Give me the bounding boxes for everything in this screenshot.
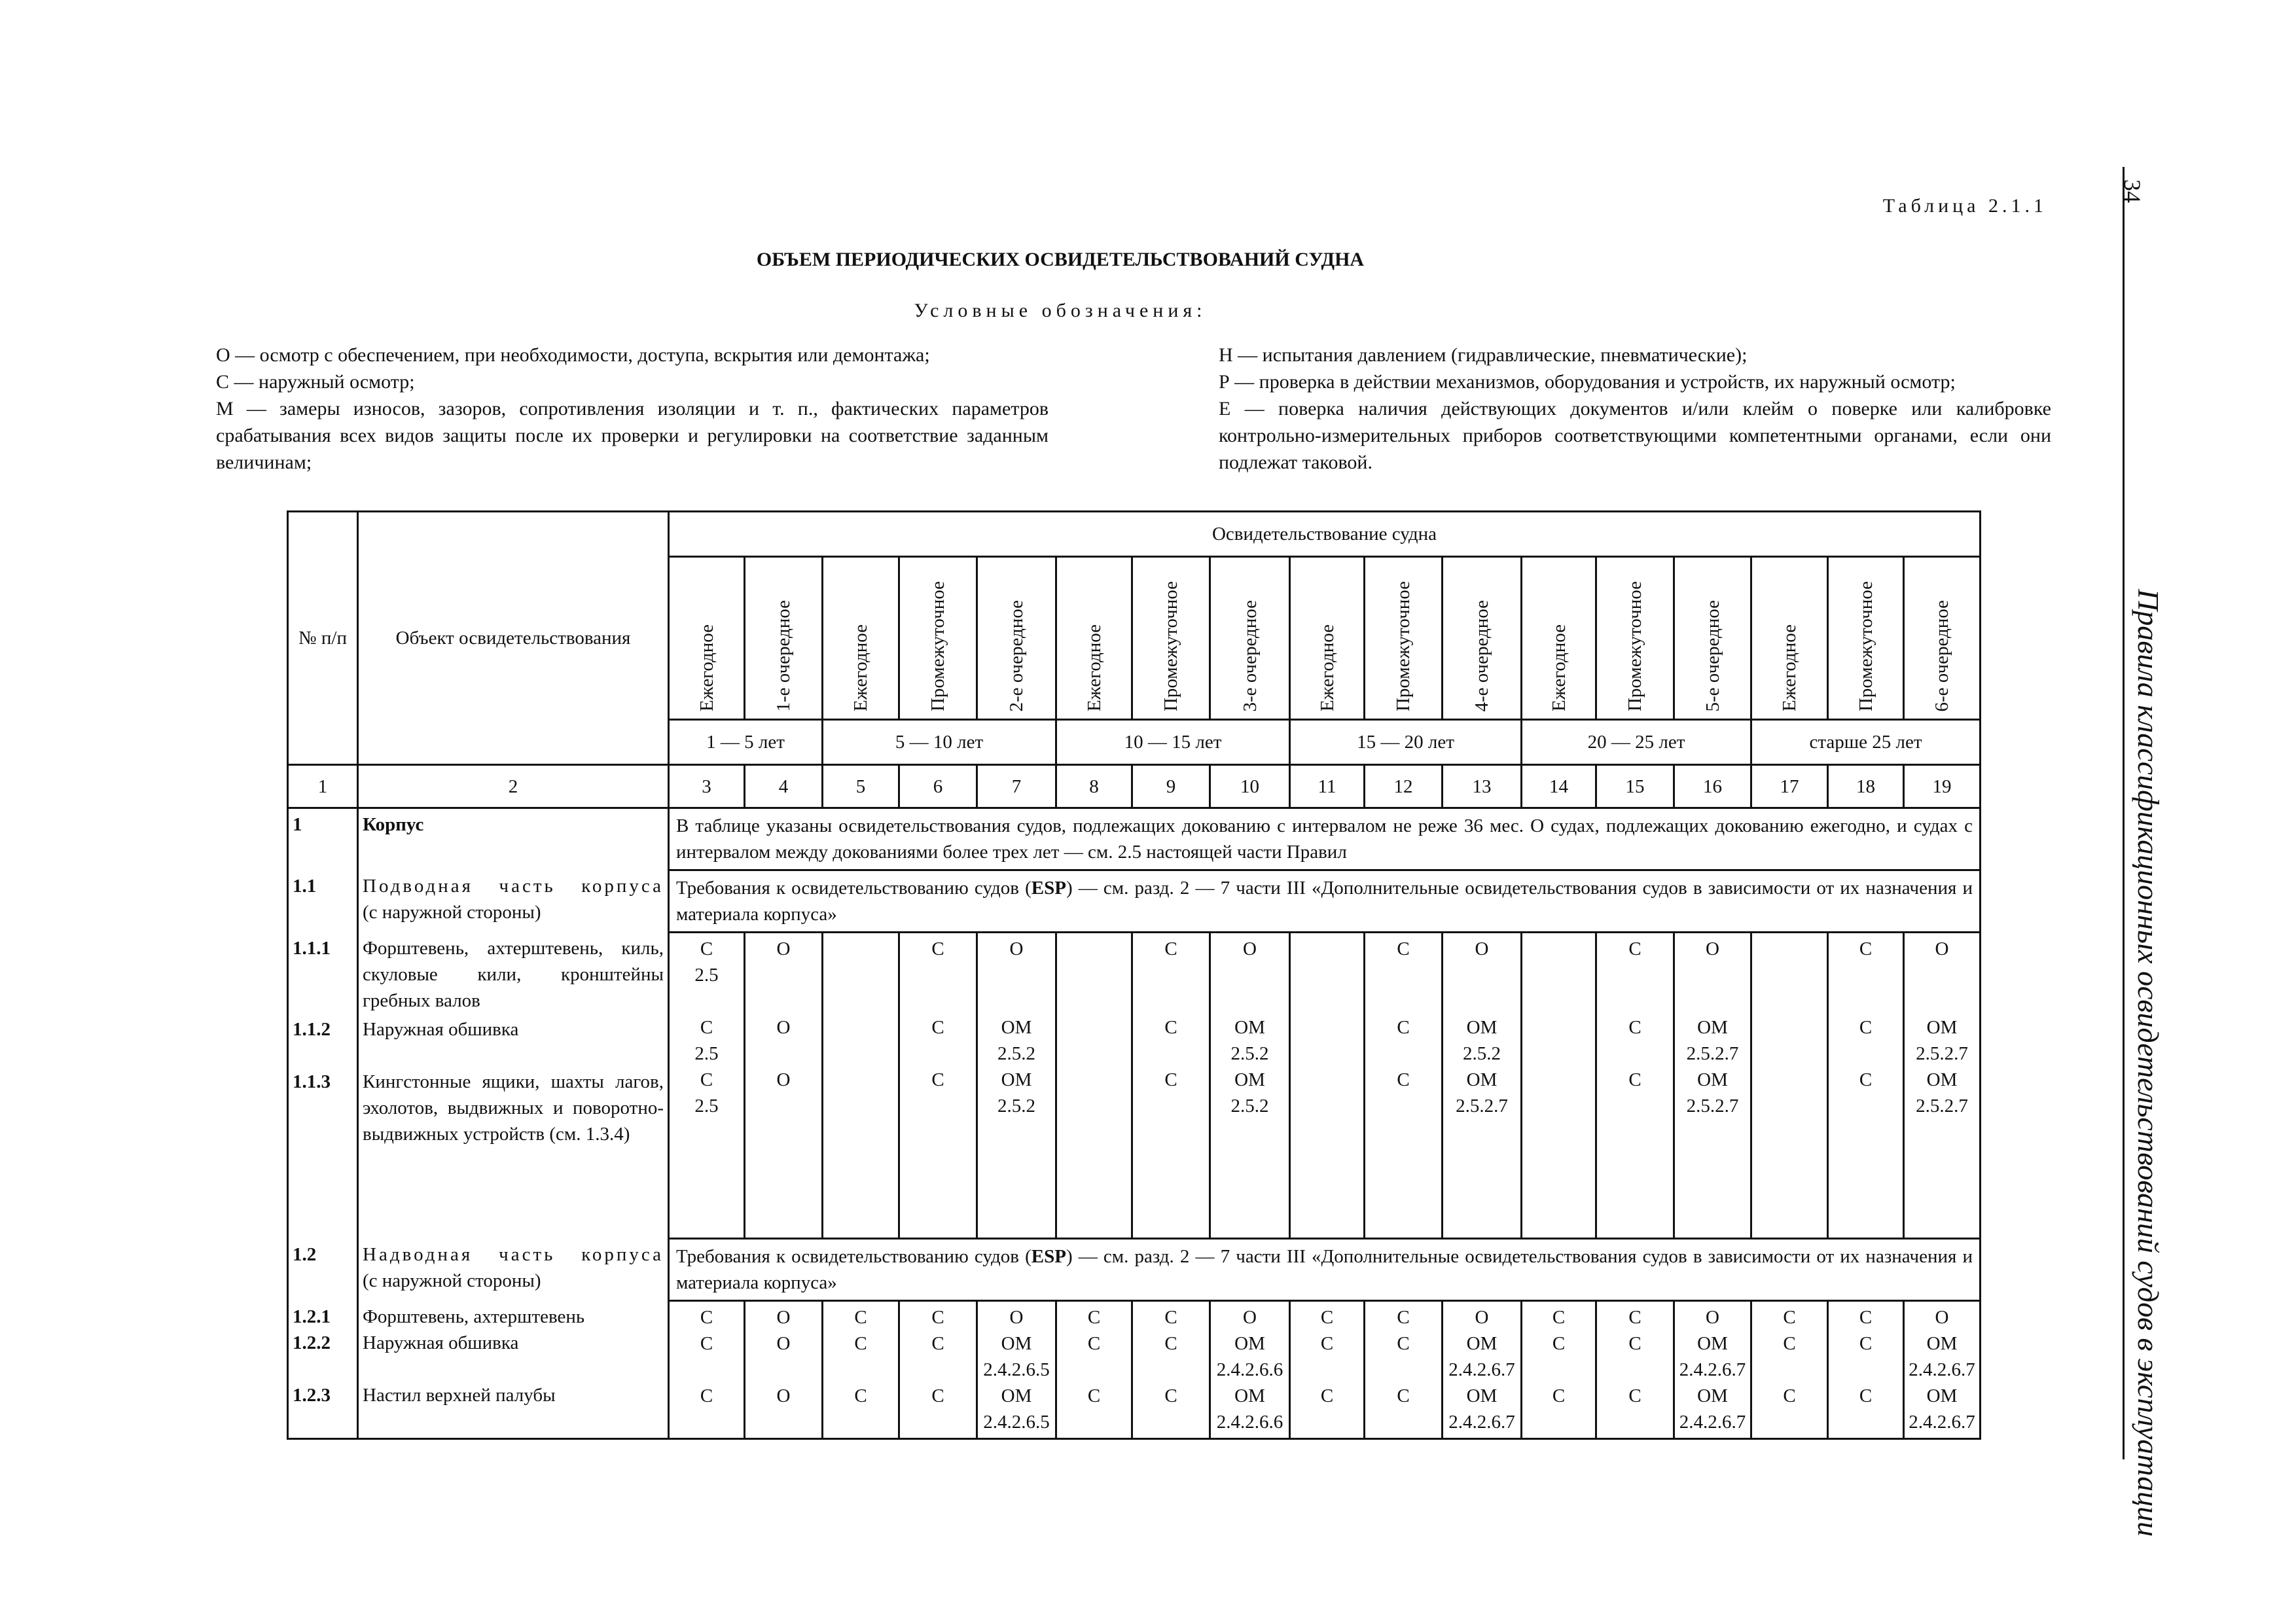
cell-value: О (776, 1333, 791, 1354)
cell-value: ОМ (1466, 1069, 1498, 1090)
cell-value: С (931, 1017, 944, 1038)
cell-value: ОМ (1001, 1017, 1032, 1038)
cell-col-13 (1443, 933, 1522, 1239)
cell-col-11 (1290, 1301, 1365, 1439)
cell-value: ОМ (1697, 1385, 1728, 1406)
legend-item-p: Р — проверка в действии механизмов, оборудования и устройств, их наружный осмотр; (1219, 371, 1956, 393)
cell-value: С (1087, 1385, 1101, 1406)
row-object: Кингстонные ящики, шахты лагов, эхолотов, выдвижных и поворотно-выдвижных устройств (см. 1.3.4) (363, 1071, 664, 1145)
cell-value: С (1783, 1333, 1796, 1354)
cell-value: С (1397, 1307, 1410, 1328)
cell-value: С (1397, 1385, 1410, 1406)
row-number: 1.2 (288, 1239, 358, 1301)
column-number: 19 (1904, 765, 1981, 808)
cell-value: С (1087, 1333, 1101, 1354)
cell-value: С (700, 1069, 713, 1090)
legend-item-e: Е — поверка наличия действующих документов и/или клейм о поверке или калибровке контрольно-измерительных приборов соответствующими компетентными органами, если они подлежат таковой. (1219, 398, 2051, 473)
cell-value: С (931, 1385, 944, 1406)
cell-value: ОМ (1234, 1017, 1265, 1038)
cell-col-19 (1904, 933, 1981, 1239)
row-note (669, 1239, 1981, 1301)
cell-value: С (1397, 1017, 1410, 1038)
cell-value: С (854, 1307, 867, 1328)
cell-value: С (1783, 1307, 1796, 1328)
cell-col-7 (977, 933, 1056, 1239)
cell-value: С (700, 938, 713, 959)
cell-value: С (1552, 1333, 1566, 1354)
cell-value: О (1243, 938, 1257, 959)
survey-table (287, 510, 1981, 1440)
cell-ref: 2.4.2.6.5 (983, 1412, 1050, 1433)
row-number: 1.1 (288, 870, 358, 933)
legend-item-c: С — наружный осмотр; (216, 371, 415, 393)
row-objects (358, 933, 669, 1239)
column-number: 16 (1674, 765, 1751, 808)
cell-value: ОМ (1001, 1333, 1032, 1354)
object-name-note: (с наружной стороны) (363, 1270, 541, 1291)
cell-value: С (700, 1017, 713, 1038)
row-number: 1.2.3 (293, 1384, 331, 1406)
legend-left (216, 342, 1049, 476)
cell-ref: 2.5 (694, 1043, 719, 1064)
column-number: 12 (1365, 765, 1443, 808)
cell-value: С (1628, 1307, 1641, 1328)
cell-col-17 (1751, 933, 1828, 1239)
column-number: 3 (669, 765, 745, 808)
cell-value: С (1164, 1017, 1177, 1038)
survey-type: Промежуточное (1393, 580, 1414, 711)
column-number: 4 (745, 765, 823, 808)
column-numbers-row (288, 765, 1981, 808)
note-text: Требования к освидетельствованию судов ( (676, 1246, 1031, 1267)
cell-col-5 (823, 1301, 899, 1439)
cell-col-13 (1443, 1301, 1522, 1439)
row-number: 1.1.3 (293, 1071, 331, 1092)
legend-item-m: М — замеры износов, зазоров, сопротивления изоляции и т. п., фактических параметров срабатывания всех видов защиты после их проверки и регулировки на соответствие заданным величинам; (216, 398, 1049, 473)
cell-value: С (1552, 1385, 1566, 1406)
column-number: 7 (977, 765, 1056, 808)
header-rule (2123, 167, 2125, 1459)
cell-col-9 (1132, 933, 1210, 1239)
cell-col-3 (669, 1301, 745, 1439)
cell-value: С (1320, 1385, 1334, 1406)
age-group: 5 — 10 лет (823, 720, 1056, 765)
cell-value: С (1859, 1307, 1873, 1328)
cell-ref: 2.5.2.7 (1686, 1096, 1739, 1116)
cell-col-11 (1290, 933, 1365, 1239)
cell-ref: 2.5.2.7 (1916, 1043, 1968, 1064)
cell-value: О (1706, 938, 1719, 959)
column-number: 17 (1751, 765, 1828, 808)
cell-col-10 (1210, 1301, 1290, 1439)
legend-title: Условные обозначения: (914, 300, 1207, 321)
row-numbers (288, 1301, 358, 1439)
cell-value: ОМ (1697, 1069, 1728, 1090)
cell-value: С (1628, 1017, 1641, 1038)
cell-ref: 2.5.2.7 (1456, 1096, 1508, 1116)
cell-ref: 2.5.2 (997, 1096, 1035, 1116)
row-number: 1.2.1 (293, 1306, 331, 1327)
cell-col-15 (1596, 1301, 1674, 1439)
cell-ref: 2.5 (694, 965, 719, 986)
survey-type: 5-е очередное (1702, 599, 1723, 711)
cell-value: С (1397, 1333, 1410, 1354)
cell-value: О (776, 1069, 791, 1090)
row-object: Настил верхней палубы (363, 1384, 556, 1406)
survey-type: Промежуточное (1624, 580, 1645, 711)
cell-value: ОМ (1466, 1333, 1498, 1354)
cell-value: ОМ (1926, 1333, 1958, 1354)
cell-col-15 (1596, 933, 1674, 1239)
cell-value: С (1320, 1307, 1334, 1328)
cell-value: С (1164, 1385, 1177, 1406)
cell-col-17 (1751, 1301, 1828, 1439)
cell-value: О (1009, 938, 1024, 959)
row-number: 1.1.2 (293, 1018, 331, 1040)
column-number: 18 (1828, 765, 1904, 808)
cell-value: С (700, 1385, 713, 1406)
cell-col-16 (1674, 1301, 1751, 1439)
survey-type: 6-е очередное (1931, 599, 1952, 711)
cell-value: С (1859, 938, 1873, 959)
note-text: Требования к освидетельствованию судов ( (676, 878, 1031, 899)
survey-type: 1-е очередное (773, 599, 794, 711)
document-title: ОБЪЕМ ПЕРИОДИЧЕСКИХ ОСВИДЕТЕЛЬСТВОВАНИЙ СУДНА (756, 249, 1365, 270)
esp-code: ESP (1031, 878, 1066, 899)
table-row-group (288, 933, 1981, 1239)
survey-type: 2-е очередное (1006, 599, 1027, 711)
survey-type: Ежегодное (696, 624, 717, 711)
object-name-note: (с наружной стороны) (363, 901, 541, 923)
page-number: 34 (2119, 179, 2145, 203)
cell-value: О (1475, 1307, 1489, 1328)
age-group: 15 — 20 лет (1290, 720, 1522, 765)
cell-value: О (1475, 938, 1489, 959)
cell-ref: 2.5 (694, 1096, 719, 1116)
cell-col-19 (1904, 1301, 1981, 1439)
cell-ref: 2.4.2.6.7 (1679, 1359, 1746, 1380)
row-note (669, 870, 1981, 933)
age-group: 1 — 5 лет (669, 720, 823, 765)
table-label: Таблица 2.1.1 (1882, 195, 2047, 217)
cell-col-12 (1365, 1301, 1443, 1439)
cell-value: С (1628, 1385, 1641, 1406)
cell-ref: 2.5.2 (1463, 1043, 1501, 1064)
cell-value: ОМ (1926, 1069, 1958, 1090)
column-number: 1 (288, 765, 358, 808)
row-numbers (288, 933, 358, 1239)
cell-value: ОМ (1697, 1333, 1728, 1354)
object-name: Подводная часть корпуса (363, 875, 664, 897)
cell-value: С (1628, 938, 1641, 959)
cell-col-3 (669, 933, 745, 1239)
cell-col-14 (1522, 1301, 1596, 1439)
column-number: 2 (358, 765, 669, 808)
cell-value: О (776, 1307, 791, 1328)
column-number: 8 (1056, 765, 1132, 808)
cell-value: С (700, 1307, 713, 1328)
cell-value: С (1859, 1069, 1873, 1090)
header-object: Объект освидетельствования (358, 512, 669, 765)
survey-type: Промежуточное (927, 580, 948, 711)
cell-value: С (1397, 1069, 1410, 1090)
cell-value: О (776, 1017, 791, 1038)
age-group: 20 — 25 лет (1522, 720, 1751, 765)
row-object: Наружная обшивка (363, 1332, 519, 1353)
cell-ref: 2.4.2.6.7 (1679, 1412, 1746, 1433)
survey-type: Ежегодное (1779, 624, 1800, 711)
survey-type: Ежегодное (1548, 624, 1570, 711)
column-number: 9 (1132, 765, 1210, 808)
note-text: ) — см. разд. 2 — 7 части III «Дополнительные освидетельствования судов в зависимости от их назначения и материала корпуса» (676, 878, 1973, 925)
cell-value: С (854, 1385, 867, 1406)
age-group: старше 25 лет (1751, 720, 1981, 765)
cell-col-5 (823, 933, 899, 1239)
row-object: Наружная обшивка (363, 1018, 519, 1040)
legend-item-h: Н — испытания давлением (гидравлические, пневматические); (1219, 344, 1748, 366)
column-number: 11 (1290, 765, 1365, 808)
object-name: Надводная часть корпуса (363, 1243, 664, 1265)
survey-type: Промежуточное (1160, 580, 1181, 711)
column-number: 13 (1443, 765, 1522, 808)
column-number: 5 (823, 765, 899, 808)
cell-ref: 2.4.2.6.7 (1448, 1412, 1515, 1433)
survey-type: Ежегодное (1083, 624, 1105, 711)
cell-col-8 (1056, 1301, 1132, 1439)
row-object: Форштевень, ахтерштевень (363, 1306, 585, 1327)
header-survey: Освидетельствование судна (669, 512, 1981, 557)
column-number: 6 (899, 765, 977, 808)
row-note: В таблице указаны освидетельствования судов, подлежащих докованию с интервалом не реже 36 мес. О судах, подлежащих докованию ежегодно, и судах с интервалом между докованиями более трех лет — см. 2.5 настоящей части Правил (669, 808, 1981, 870)
cell-value: С (1397, 938, 1410, 959)
cell-value: ОМ (1466, 1385, 1498, 1406)
cell-value: ОМ (1926, 1017, 1958, 1038)
cell-value: С (1783, 1385, 1796, 1406)
column-number: 14 (1522, 765, 1596, 808)
cell-col-6 (899, 1301, 977, 1439)
cell-value: О (1935, 1307, 1949, 1328)
cell-col-8 (1056, 933, 1132, 1239)
survey-type: 4-е очередное (1471, 599, 1492, 711)
cell-value: С (1628, 1333, 1641, 1354)
cell-value: ОМ (1926, 1385, 1958, 1406)
cell-col-12 (1365, 933, 1443, 1239)
cell-col-6 (899, 933, 977, 1239)
legend-item-o: О — осмотр с обеспечением, при необходимости, доступа, вскрытия или демонтажа; (216, 344, 930, 366)
cell-value: С (1164, 1307, 1177, 1328)
cell-value: С (1552, 1307, 1566, 1328)
cell-value: С (931, 1069, 944, 1090)
cell-ref: 2.5.2 (1230, 1043, 1269, 1064)
table-row (288, 870, 1981, 933)
cell-value: С (931, 1333, 944, 1354)
cell-ref: 2.4.2.6.6 (1216, 1412, 1283, 1433)
cell-ref: 2.5.2.7 (1916, 1096, 1968, 1116)
row-number: 1 (288, 808, 358, 870)
header-no: № п/п (288, 512, 358, 765)
cell-value: ОМ (1466, 1017, 1498, 1038)
cell-value: О (1706, 1307, 1719, 1328)
cell-value: О (1935, 938, 1949, 959)
cell-value: С (931, 938, 944, 959)
cell-ref: 2.4.2.6.7 (1448, 1359, 1515, 1380)
table-row-group (288, 1301, 1981, 1439)
row-objects (358, 1301, 669, 1439)
cell-value: С (1859, 1333, 1873, 1354)
cell-value: С (1164, 938, 1177, 959)
cell-col-18 (1828, 933, 1904, 1239)
table-row (288, 808, 1981, 870)
row-number: 1.2.2 (293, 1332, 331, 1353)
cell-value: С (1859, 1385, 1873, 1406)
cell-col-18 (1828, 1301, 1904, 1439)
cell-value: С (1164, 1333, 1177, 1354)
survey-type: 3-е очередное (1239, 599, 1261, 711)
cell-ref: 2.4.2.6.7 (1909, 1412, 1975, 1433)
cell-value: С (1320, 1333, 1334, 1354)
cell-value: О (776, 938, 791, 959)
survey-type: Ежегодное (1316, 624, 1338, 711)
row-object: Корпус (358, 808, 669, 870)
row-object (358, 1239, 669, 1301)
age-group: 10 — 15 лет (1056, 720, 1290, 765)
cell-value: О (776, 1385, 791, 1406)
cell-ref: 2.4.2.6.6 (1216, 1359, 1283, 1380)
cell-value: ОМ (1234, 1385, 1265, 1406)
cell-col-4 (745, 933, 823, 1239)
note-text: ) — см. разд. 2 — 7 части III «Дополнительные освидетельствования судов в зависимости от их назначения и материала корпуса» (676, 1246, 1973, 1293)
cell-value: ОМ (1001, 1069, 1032, 1090)
row-object: Форштевень, ахтерштевень, киль, скуловые кили, кронштейны гребных валов (363, 937, 664, 1011)
column-number: 10 (1210, 765, 1290, 808)
cell-col-7 (977, 1301, 1056, 1439)
running-title: Правила классификационных освидетельствований судов в эксплуатации (2132, 589, 2165, 1537)
cell-value: С (1087, 1307, 1101, 1328)
survey-type: Промежуточное (1855, 580, 1876, 711)
legend-right (1219, 342, 2051, 476)
cell-col-10 (1210, 933, 1290, 1239)
cell-ref: 2.4.2.6.7 (1909, 1359, 1975, 1380)
cell-value: С (1628, 1069, 1641, 1090)
cell-value: ОМ (1001, 1385, 1032, 1406)
esp-code: ESP (1031, 1246, 1066, 1267)
cell-value: О (1243, 1307, 1257, 1328)
cell-col-14 (1522, 933, 1596, 1239)
cell-col-9 (1132, 1301, 1210, 1439)
cell-ref: 2.5.2.7 (1686, 1043, 1739, 1064)
cell-ref: 2.4.2.6.5 (983, 1359, 1050, 1380)
cell-col-16 (1674, 933, 1751, 1239)
cell-col-4 (745, 1301, 823, 1439)
row-number: 1.1.1 (293, 937, 331, 959)
row-object (358, 870, 669, 933)
cell-ref: 2.5.2 (997, 1043, 1035, 1064)
survey-type: Ежегодное (850, 624, 871, 711)
cell-value: ОМ (1697, 1017, 1728, 1038)
cell-value: ОМ (1234, 1069, 1265, 1090)
cell-value: С (700, 1333, 713, 1354)
cell-ref: 2.5.2 (1230, 1096, 1269, 1116)
cell-value: С (1859, 1017, 1873, 1038)
column-number: 15 (1596, 765, 1674, 808)
cell-value: С (854, 1333, 867, 1354)
cell-value: С (1164, 1069, 1177, 1090)
cell-value: О (1009, 1307, 1024, 1328)
table-row (288, 1239, 1981, 1301)
cell-value: ОМ (1234, 1333, 1265, 1354)
cell-value: С (931, 1307, 944, 1328)
